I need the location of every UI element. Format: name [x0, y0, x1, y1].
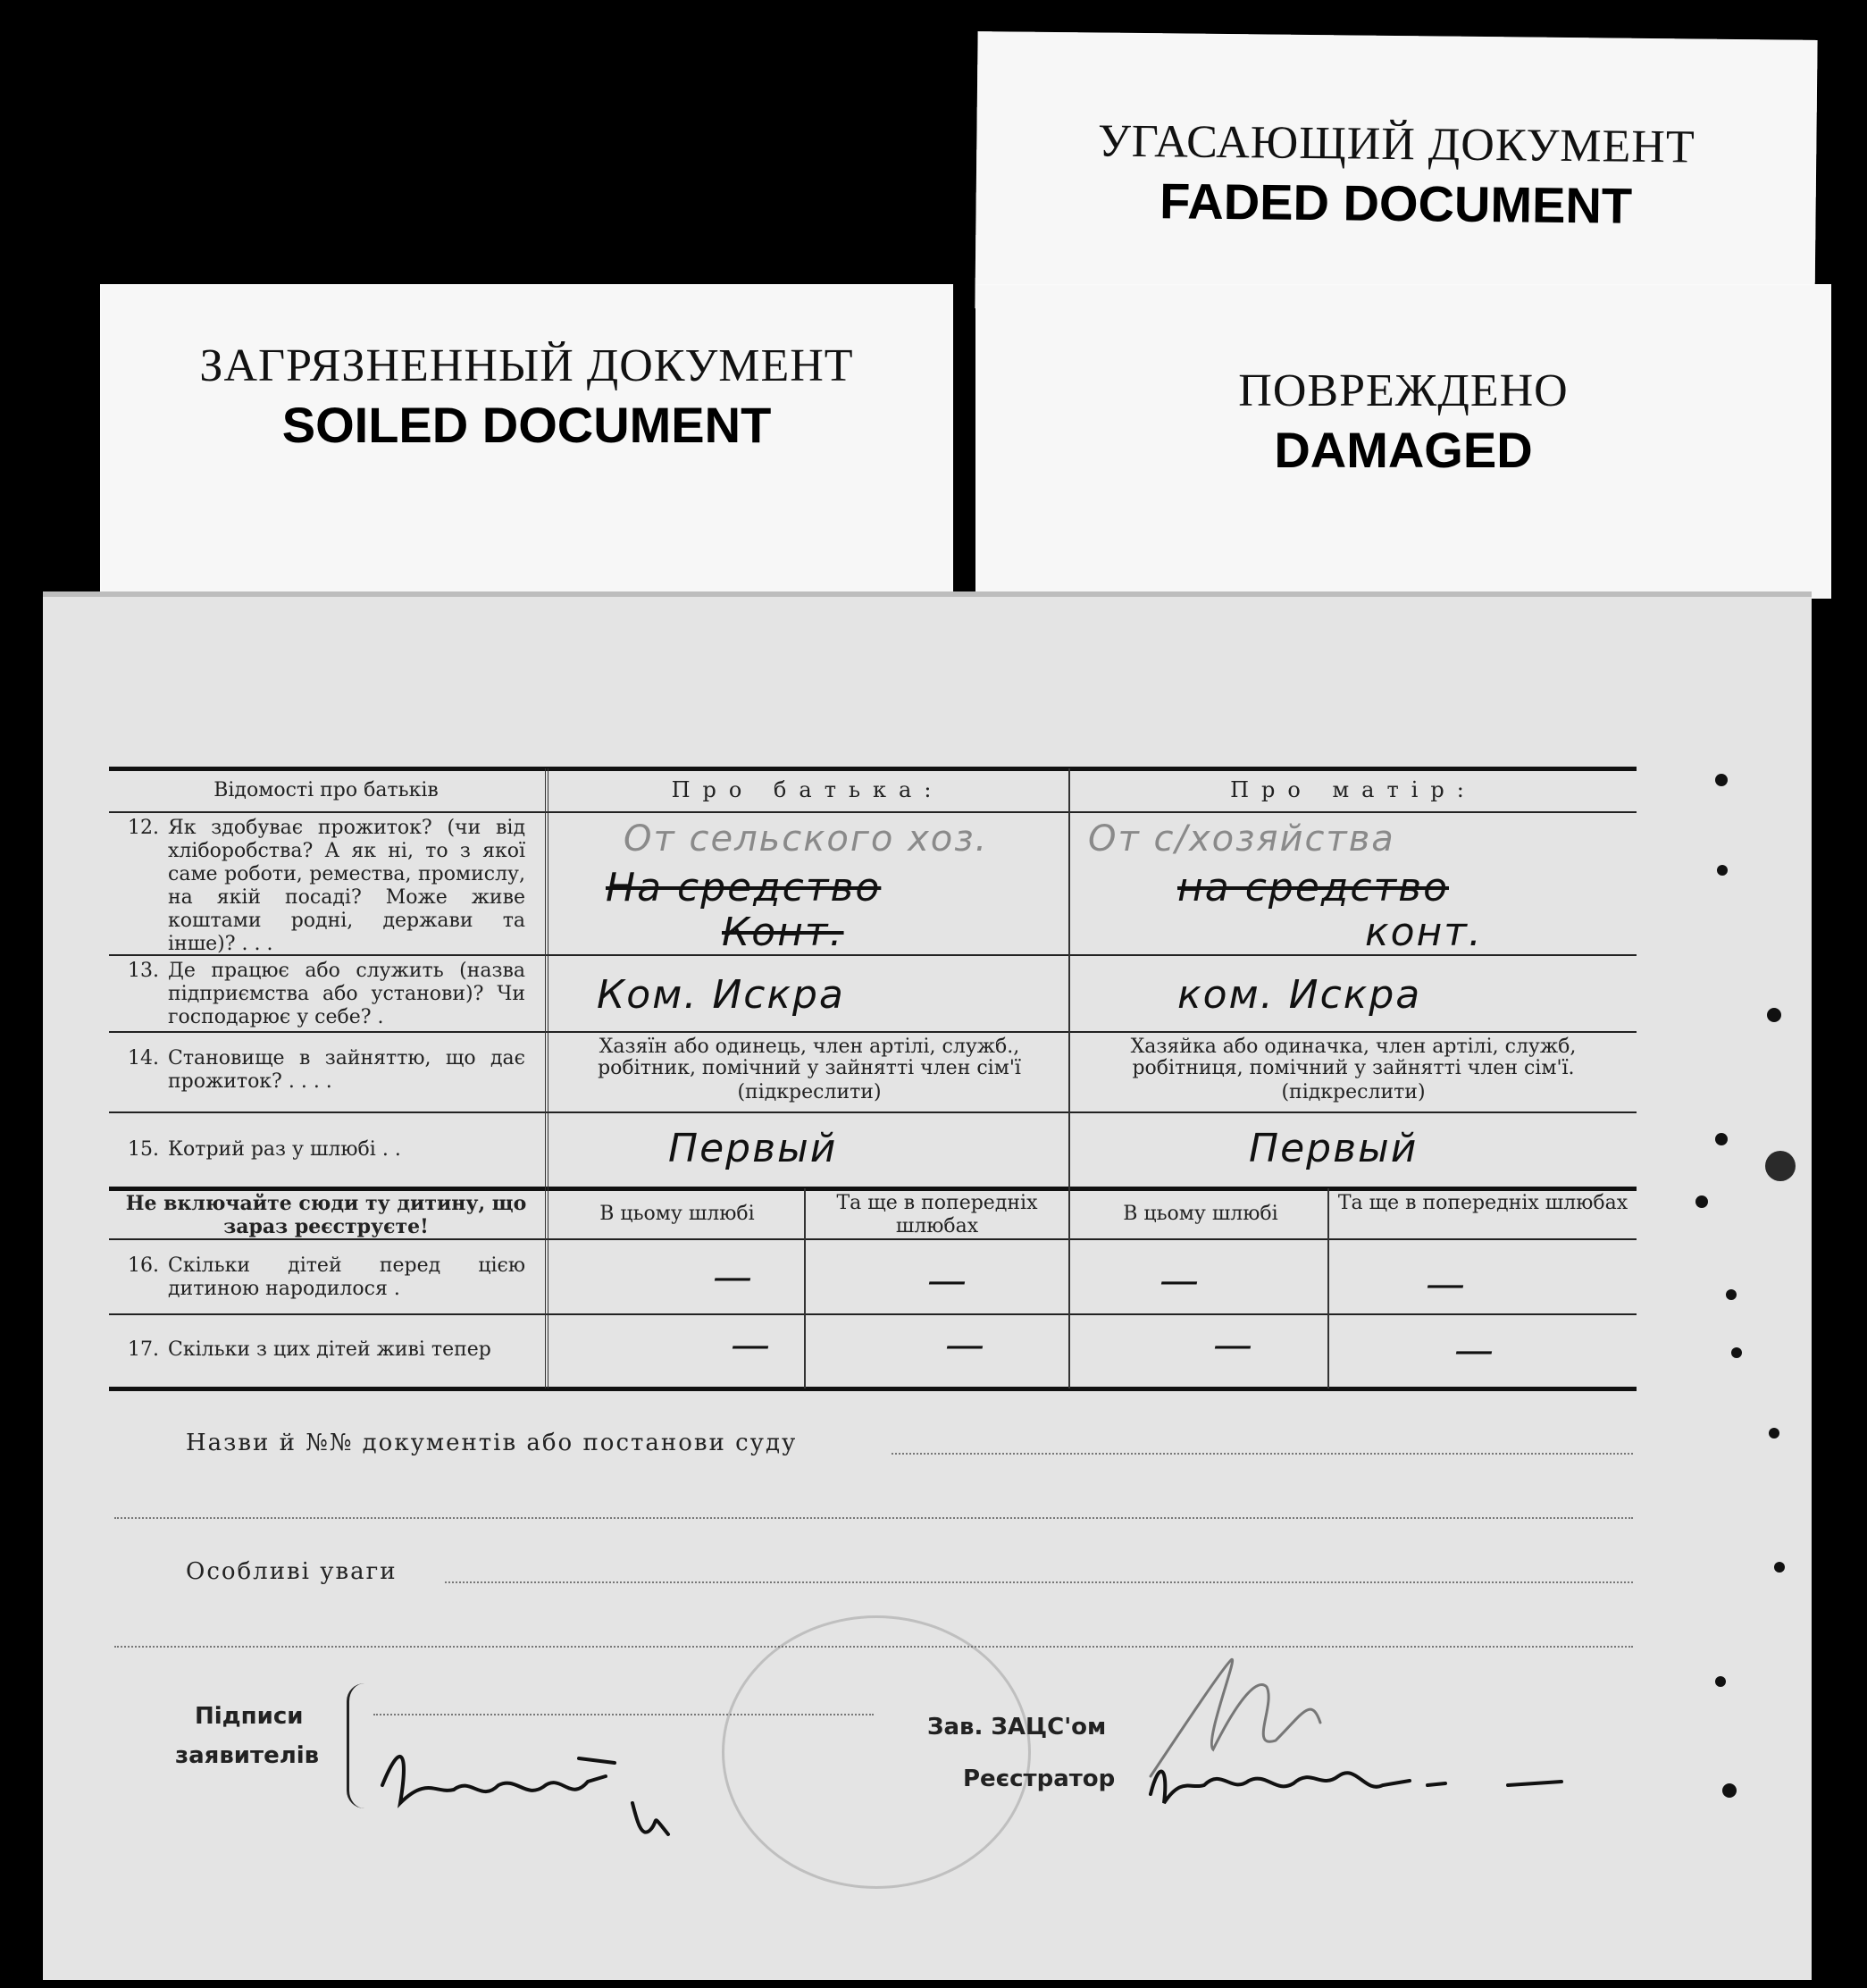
registrar-label: Реєстратор	[963, 1766, 1116, 1792]
header-father: Про батька:	[671, 777, 944, 802]
row17-mother-this: —	[1213, 1322, 1254, 1368]
subheader-rule	[109, 1238, 1637, 1240]
row17-mother-prev: —	[1454, 1328, 1495, 1373]
faded-sticker-en: FADED DOCUMENT	[1159, 172, 1633, 234]
notes-line-1	[445, 1581, 1633, 1583]
signature-brace	[347, 1683, 367, 1808]
documents-line-2	[114, 1517, 1633, 1519]
damaged-sticker-en: DAMAGED	[1274, 422, 1533, 478]
row16-mother-this: —	[1160, 1258, 1201, 1304]
row15-mother: Первый	[1249, 1126, 1419, 1171]
binding-hole	[1726, 1289, 1737, 1300]
soiled-sticker-en: SOILED DOCUMENT	[281, 397, 772, 453]
notes-label: Особливі уваги	[186, 1558, 398, 1585]
binding-hole	[1722, 1783, 1737, 1798]
binding-hole	[1774, 1562, 1785, 1573]
header-rule	[109, 811, 1637, 813]
documents-line-1	[892, 1453, 1633, 1455]
applicants-signatures-label-1: Підписи	[195, 1703, 304, 1730]
soiled-sticker-ru: ЗАГРЯЗНЕННЫЙ ДОКУМЕНТ	[199, 340, 854, 391]
head-registry-label: Зав. ЗАЦС'ом	[927, 1714, 1107, 1741]
row15-label: Котрий раз у шлюбі . .	[168, 1138, 401, 1161]
soiled-document-sticker	[100, 284, 953, 599]
row13-father: Ком. Искра	[597, 972, 845, 1018]
children-note: Не включайте сюди ту дитину, що зараз реєструєте!	[125, 1192, 527, 1238]
faded-document-sticker	[975, 31, 1817, 317]
faded-sticker-ru: УГАСАЮЩИЙ ДОКУМЕНТ	[1097, 115, 1695, 173]
col-divider-1	[545, 768, 548, 1388]
table-top-rule	[109, 767, 1637, 771]
damaged-document-sticker	[975, 284, 1831, 599]
binding-hole-large	[1765, 1151, 1796, 1181]
row15-rule	[109, 1187, 1637, 1191]
row13-number: 13.	[128, 960, 159, 982]
binding-hole	[1715, 1133, 1728, 1145]
binding-hole	[1769, 1428, 1779, 1439]
row17-label: Скільки з цих дітей живі тепер	[168, 1338, 491, 1361]
binding-hole	[1715, 774, 1728, 786]
binding-hole	[1731, 1347, 1742, 1358]
row14-mother-options: Хазяйка або одиначка, член артілі, служб, робітниця, помічний у зайнятті член сім'ї.	[1130, 1036, 1577, 1079]
row12-mother-line1: От с/хозяйства	[1088, 818, 1395, 860]
row17-number: 17.	[128, 1338, 159, 1361]
row13-label: Де працює або служить (назва підприємства або установи)? Чи господарює у себе? .	[168, 960, 525, 1028]
row17-father-prev: —	[945, 1322, 986, 1368]
row14-mother-note: (підкреслити)	[1281, 1081, 1426, 1103]
col-divider-2	[1068, 768, 1070, 1388]
header-mother: Про матір:	[1230, 777, 1477, 802]
header-parents-info: Відомості про батьків	[213, 779, 439, 801]
binding-hole	[1717, 865, 1728, 876]
row12-father-line1: От сельского хоз.	[624, 818, 989, 860]
row12-father-line3: Конт.	[722, 910, 844, 955]
row14-father-options: Хазяїн або одинець, член артілі, служб., робітник, помічний у зайнятті член сім'ї	[598, 1036, 1021, 1079]
row12-father-line2: На средство	[606, 865, 882, 910]
binding-hole	[1767, 1008, 1781, 1022]
row17-father-this: —	[731, 1322, 772, 1368]
row15-number: 15.	[128, 1138, 159, 1161]
registration-form-card	[43, 591, 1812, 1980]
col-divider-father-sub	[804, 1188, 806, 1388]
row14-father-note: (підкреслити)	[737, 1081, 882, 1103]
applicants-signatures-label-2: заявителів	[175, 1742, 320, 1769]
row14-label: Становище в зайняттю, що дає прожиток? . . . .	[168, 1047, 525, 1093]
row16-rule	[109, 1313, 1637, 1315]
binding-hole	[1715, 1676, 1726, 1687]
applicant-signature	[373, 1723, 731, 1857]
row14-number: 14.	[128, 1047, 159, 1069]
applicant-signature-line	[373, 1714, 874, 1715]
row12-number: 12.	[128, 817, 159, 839]
mother-prev-marriages: Та ще в попередніх шлюбах	[1337, 1192, 1628, 1214]
binding-hole	[1695, 1195, 1708, 1208]
row13-mother: ком. Искра	[1177, 972, 1422, 1018]
mother-this-marriage: В цьому шлюбі	[1123, 1203, 1278, 1225]
row16-father-this: —	[713, 1254, 754, 1300]
row14-rule	[109, 1111, 1637, 1113]
faded-round-stamp	[722, 1615, 1031, 1889]
father-this-marriage: В цьому шлюбі	[599, 1203, 755, 1225]
registrar-signature	[1142, 1741, 1606, 1839]
row16-label: Скільки дітей перед цією дитиною народилося .	[168, 1254, 525, 1300]
col-divider-mother-sub	[1327, 1188, 1329, 1388]
documents-label: Назви й №№ документів або постанови суду	[186, 1430, 798, 1456]
row12-mother-line3: конт.	[1365, 910, 1483, 955]
row16-mother-prev: —	[1426, 1262, 1467, 1307]
table-bottom-rule	[109, 1387, 1637, 1391]
row12-mother-line2: на средство	[1177, 865, 1450, 910]
row16-father-prev: —	[927, 1258, 968, 1304]
father-prev-marriages: Та ще в попередніх шлюбах	[836, 1192, 1038, 1237]
row15-father: Первый	[668, 1126, 838, 1171]
row13-rule	[109, 1031, 1637, 1033]
row16-number: 16.	[128, 1254, 159, 1277]
row12-label: Як здобуває прожиток? (чи від хліборобства? А як ні, то з якої саме роботи, ремества, промислу, на якій посаді? Може живе коштами родні, держави та інше)? . . .	[168, 817, 525, 955]
damaged-sticker-ru: ПОВРЕЖДЕНО	[1238, 365, 1569, 416]
